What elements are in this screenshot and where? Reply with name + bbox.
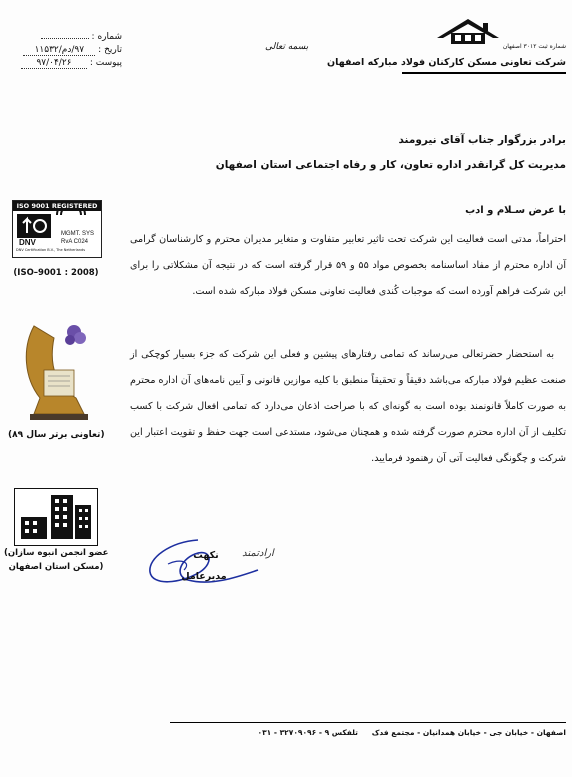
footer-phone: تلفکس ۹ - ۳۲۷۰۹۰۹۶ - ۰۳۱	[257, 728, 358, 737]
iso-badge-top: ISO 9001 REGISTERED	[13, 201, 101, 211]
signature	[140, 528, 280, 598]
meta-row-number: شماره :	[22, 32, 122, 45]
house-logo-icon	[433, 16, 503, 46]
header-rule	[402, 72, 566, 74]
handwritten-note: ارادتمند	[242, 548, 274, 559]
footer-rule	[170, 722, 566, 723]
signatory-title: مدیرعامل	[181, 571, 227, 582]
meta-value: ۹۷/دم/۱۱۵۳۲	[23, 45, 95, 56]
basmala: بسمه تعالی	[265, 42, 309, 52]
svg-text:MGMT. SYS: MGMT. SYS	[61, 231, 95, 237]
meta-row-date: پیوست : ۹۷/۰۴/۲۶	[22, 58, 122, 71]
iso-badge	[12, 200, 102, 258]
body-paragraph-1: احتراماً، مدتی است فعالیت این شرکت تحت تاثیر تعابیر متفاوت و متغایر مدیران محترم و کارشناسان گرامی آن اداره محترم از مفاد اساسنامه بخصوص مواد ۵۵ و ۵۹ قرار گرفته است که در نتیجه آن مشکلاتی را برای این شرکت فراهم آورده است که موجبات کُندی فعالیت تعاونی مسکن فولاد مبارکه شده است.	[130, 234, 567, 298]
meta-label: شماره	[97, 32, 122, 42]
svg-text:DNV: DNV	[19, 238, 36, 247]
union-building-icon	[15, 489, 97, 545]
union-logo	[14, 488, 98, 546]
company-reg: شماره ثبت ۳۰۱۲ اصفهان	[502, 43, 566, 50]
letter-meta	[22, 32, 122, 71]
salutation: با عرض سـلام و ادب	[465, 205, 566, 216]
footer-address: اصفهان - خیابان جی - خیابان همدانیان - مجتمع فدک	[371, 728, 566, 737]
meta-value	[41, 38, 89, 39]
body-paragraph-2: به استحضار حضرتعالی می‌رساند که تمامی رفتارهای پیشین و فعلی این شرکت که جزء بسیار کوچکی از صنعت عظیم فولاد مبارکه می‌باشد دقیقاً و تحقیقاً منطبق با کلیه موازین قانونی و آیین نامه‌های آن اداره محترم به صورت کاملاً قانونمند بوده است به گونه‌ای که با صراحت اذعان می‌دارد که تمامی افعال شرکت با کسب تکلیف از آن اداره محترم صورت گرفته شده و همچنان می‌شود، مستدعی است جهت حفظ و تقویت اعتبار این شرکت و چگونگی فعالیت آتی آن رهنمود فرمایید.	[130, 349, 566, 465]
trophy-image	[14, 318, 98, 422]
iso-caption: (ISO–9001 : 2008)	[13, 268, 99, 278]
iso-badge-cert: DNV Certification B.V., The Netherlands	[16, 248, 86, 252]
trophy-caption: (تعاونی برتر سال ۸۹)	[8, 430, 105, 440]
union-caption-1: (عضو انجمن انبوه سازان	[4, 548, 109, 558]
meta-row-ref: تاریخ : ۹۷/دم/۱۱۵۳۲	[22, 45, 122, 58]
iso-badge-graphic	[13, 211, 101, 247]
addressee-line-1: برادر بزرگوار جناب آقای نیرومند	[398, 134, 566, 146]
company-logo	[433, 16, 503, 46]
meta-value: ۹۷/۰۴/۲۶	[21, 58, 87, 69]
meta-label: تاریخ	[104, 45, 122, 55]
union-caption-2: مسکن استان اصفهان)	[8, 562, 104, 572]
addressee-line-2: مدیریت کل گرانقدر اداره تعاون، کار و رفاه اجتماعی استان اصفهان	[215, 159, 566, 171]
meta-label: پیوست	[95, 58, 122, 68]
signatory-name: نکهت	[193, 550, 219, 561]
signature-scribble-icon	[140, 528, 280, 598]
svg-text:RvA C024: RvA C024	[61, 239, 89, 245]
trophy-icon	[14, 318, 98, 422]
company-name: شرکت تعاونی مسکن کارکنان فولاد مبارکه اصفهان	[327, 57, 566, 68]
